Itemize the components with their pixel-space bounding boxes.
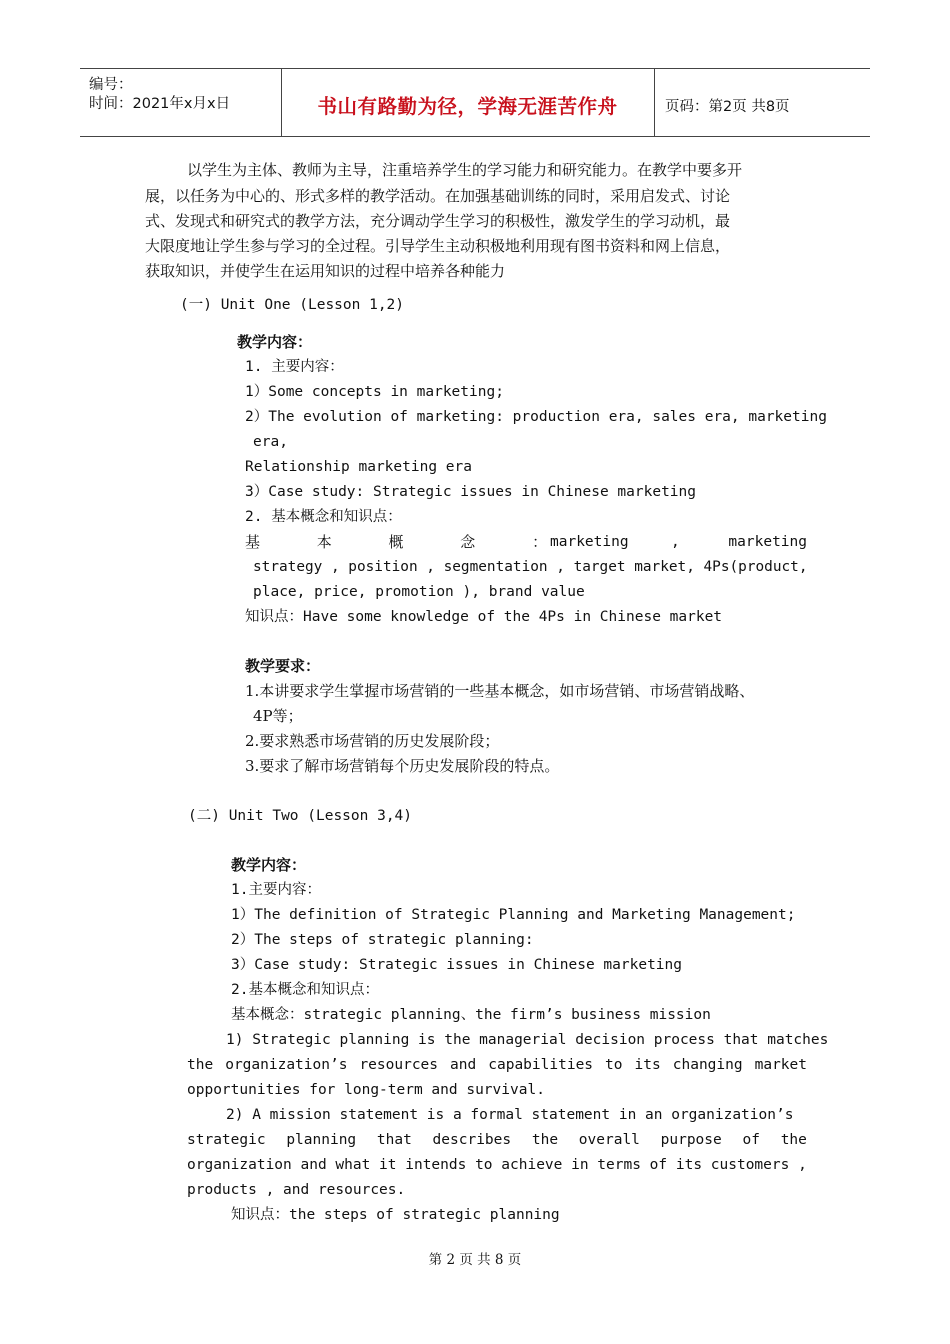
header-motto-cell xyxy=(281,69,655,136)
def-word: to xyxy=(605,1057,623,1073)
intro-line: 式、发现式和研究式的教学方法，充分调动学生学习的积极性，激发学生的学习动机，最 xyxy=(145,212,731,230)
unit-one-req: 3.要求了解市场营销每个历史发展阶段的特点。 xyxy=(245,757,560,775)
unit-two-definition-line xyxy=(187,1058,807,1073)
unit-one-concepts-line2: strategy , position , segmentation , target market, 4Ps(product, xyxy=(253,559,808,575)
unit-one-item-cont: era, xyxy=(253,434,288,450)
unit-two-main-heading: 1.主要内容： xyxy=(231,882,321,898)
intro-line: 展，以任务为中心的、形式多样的教学活动。在加强基础训练的同时，采用启发式、讨论 xyxy=(145,187,731,205)
def-word: the xyxy=(187,1057,214,1073)
unit-one-req-heading: 教学要求： xyxy=(245,657,321,675)
unit-one-concepts-line3: place, price, promotion ), brand value xyxy=(253,584,585,600)
concepts-term: marketing xyxy=(728,534,807,550)
def-word: its xyxy=(634,1057,661,1073)
unit-two-definition-line: 2) A mission statement is a formal statement in an organization’s xyxy=(226,1107,794,1123)
header-page-cell xyxy=(655,69,870,136)
unit-one-item: 2）The evolution of marketing: production era, sales era, marketing xyxy=(245,409,827,425)
page-footer: 第 2 页 共 8 页 xyxy=(428,1252,522,1268)
motto: 书山有路勤为径，学海无涯苦作舟 xyxy=(317,95,618,118)
def-word: strategic xyxy=(187,1132,266,1148)
code-label: 编号： xyxy=(89,77,133,93)
concepts-comma: , xyxy=(671,534,680,550)
unit-two-definition-line: organization and what it intends to achieve in terms of its customers , xyxy=(187,1157,807,1173)
unit-one-main-heading: 1. 主要内容： xyxy=(245,359,344,375)
def-word: resources xyxy=(359,1057,439,1073)
concepts-label: 基 本 概 念 ： xyxy=(245,533,574,551)
def-word: purpose xyxy=(660,1132,722,1148)
unit-two-item: 1）The definition of Strategic Planning and Marketing Management; xyxy=(231,907,796,923)
intro-line: 以学生为主体、教师为主导，注重培养学生的学习能力和研究能力。在教学中要多开 xyxy=(187,161,743,179)
def-word: changing xyxy=(672,1057,743,1073)
def-word: the xyxy=(780,1132,807,1148)
unit-two-item: 3）Case study: Strategic issues in Chinese marketing xyxy=(231,957,682,973)
page-number-label: 页码：第2页 共8页 xyxy=(665,99,790,115)
unit-two-title: (二) Unit Two (Lesson 3,4) xyxy=(188,808,413,824)
unit-two-definition-line xyxy=(187,1133,807,1148)
unit-two-knowledge: 知识点：the steps of strategic planning xyxy=(231,1207,560,1223)
unit-two-definition-line: opportunities for long-term and survival. xyxy=(187,1082,545,1098)
def-word: market xyxy=(754,1057,807,1073)
unit-two-item: 2）The steps of strategic planning: xyxy=(231,932,534,948)
unit-one-req: 2.要求熟悉市场营销的历史发展阶段； xyxy=(245,732,500,750)
page-header xyxy=(80,68,870,137)
def-word: of xyxy=(742,1132,760,1148)
unit-two-content-heading: 教学内容： xyxy=(231,856,307,874)
date-label: 时间：2021年x月x日 xyxy=(89,96,231,112)
def-word: planning xyxy=(286,1132,357,1148)
def-word: the xyxy=(531,1132,559,1148)
unit-one-item: 1）Some concepts in marketing; xyxy=(245,384,504,400)
def-word: that xyxy=(376,1132,412,1148)
unit-one-req-cont: 4P等； xyxy=(253,707,303,725)
unit-one-title: (一) Unit One (Lesson 1,2) xyxy=(180,297,405,313)
def-word: and xyxy=(450,1057,477,1073)
def-word: overall xyxy=(578,1132,640,1148)
intro-line: 大限度地让学生参与学习的全过程。引导学生主动积极地利用现有图书资料和网上信息， xyxy=(145,237,731,255)
def-word: describes xyxy=(432,1132,512,1148)
unit-two-definition-line: 1) Strategic planning is the managerial decision process that matches xyxy=(226,1032,829,1048)
unit-two-definition-line: products , and resources. xyxy=(187,1182,406,1198)
unit-one-content-heading: 教学内容： xyxy=(237,333,313,351)
def-word: organization’s xyxy=(225,1057,348,1073)
def-word: capabilities xyxy=(488,1057,594,1073)
unit-one-concepts-heading: 2. 基本概念和知识点： xyxy=(245,509,402,525)
unit-two-concepts-heading: 2.基本概念和知识点： xyxy=(231,982,379,998)
unit-one-item: 3）Case study: Strategic issues in Chinese marketing xyxy=(245,484,696,500)
unit-two-concepts: 基本概念：strategic planning、the firm’s business mission xyxy=(231,1007,711,1023)
unit-one-knowledge: 知识点：Have some knowledge of the 4Ps in Chinese market xyxy=(245,609,723,625)
concepts-term: marketing xyxy=(550,534,629,550)
header-meta-cell xyxy=(80,69,282,136)
intro-line: 获取知识，并使学生在运用知识的过程中培养各种能力 xyxy=(145,262,506,280)
unit-one-item-cont: Relationship marketing era xyxy=(245,459,472,475)
unit-one-req: 1.本讲要求学生掌握市场营销的一些基本概念，如市场营销、市场营销战略、 xyxy=(245,682,755,700)
